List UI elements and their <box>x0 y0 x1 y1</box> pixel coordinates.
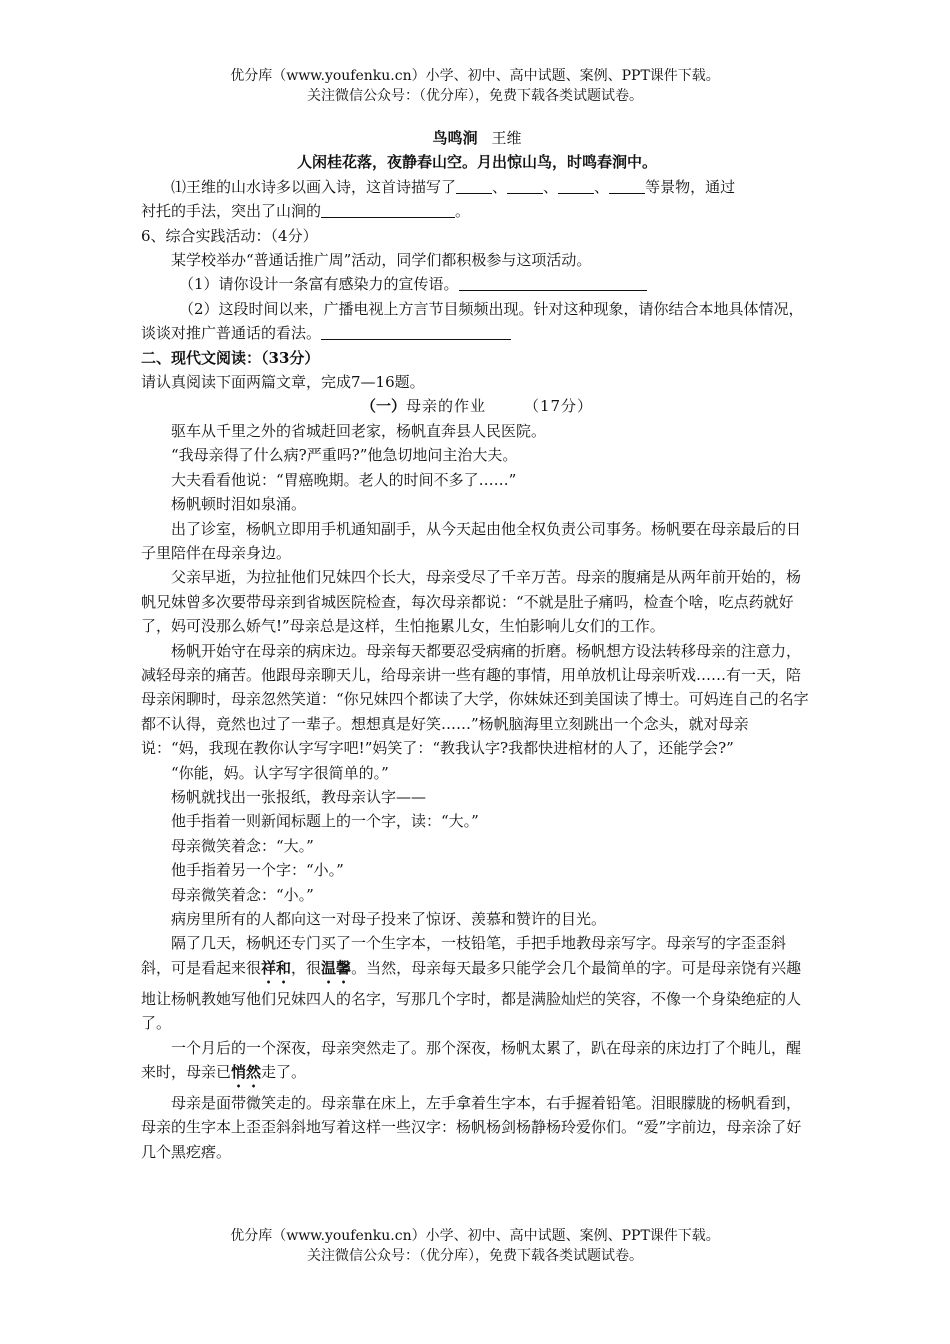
paragraph <box>141 931 813 1035</box>
q6-sub2 <box>141 297 813 346</box>
paragraph: 他手指着一则新闻标题上的一个字，读：“大。” <box>171 812 479 831</box>
emphasized-word: 悄然 <box>231 1063 262 1082</box>
footer-line-2: 关注微信公众号：（优分库），免费下载各类试题试卷。 <box>307 1248 643 1264</box>
q1-sep: 、 <box>543 177 559 196</box>
poem-title-line <box>141 126 813 150</box>
document-body <box>141 126 813 1164</box>
poem-author: 王维 <box>491 129 522 147</box>
paragraph: 母亲微笑着念：“大。” <box>171 836 314 855</box>
paragraph: “你能，妈。认字写字很简单的。” <box>171 763 389 782</box>
q1-text: 。 <box>455 202 471 221</box>
paragraph: 大夫看看他说：“胃癌晚期。老人的时间不多了……” <box>171 470 517 489</box>
passage-number: （一） <box>360 397 406 416</box>
q6-sub2-text: （2）这段时间以来，广播电视上方言节目频频出现。针对这种现象，请你结合本地具体情况，谈谈对推广普通话的看法。 <box>141 299 804 343</box>
section-instructions: 请认真阅读下面两篇文章，完成7—16题。 <box>141 373 425 392</box>
passage-score: （17分） <box>523 397 594 416</box>
answer-blank[interactable] <box>456 177 492 194</box>
paragraph-text: 。当然，母亲每天最多只能学会几个最简单的字。可是母亲饶有兴趣地让杨帆教她写他们兄妹四人的名字，写那几个字时，都是满脸灿烂的笑容，不像一个身染绝症的人了。 <box>141 958 802 1033</box>
q1-text: 衬托的手法，突出了山涧的 <box>141 202 322 221</box>
emphasized-word: 温馨 <box>321 958 352 977</box>
answer-blank[interactable] <box>507 177 543 194</box>
paragraph: 母亲是面带微笑走的。母亲靠在床上，左手拿着生字本，右手握着铅笔。泪眼朦胧的杨帆看到，母亲的生字本上歪歪斜斜地写着这样一些汉字：杨帆杨剑杨静杨玲爱你们。“爱”字前边，母亲涂了好几个黑疙瘩。 <box>141 1094 802 1161</box>
footer-line-1: 优分库（www.youfenku.cn）小学、初中、高中试题、案例、PPT课件下载。 <box>230 1228 720 1244</box>
section-heading: 二、现代文阅读：（33分） <box>141 348 320 367</box>
answer-blank[interactable] <box>459 274 647 291</box>
q1-sep: 、 <box>594 177 610 196</box>
q1-sep: 、 <box>492 177 508 196</box>
q6-intro: 某学校举办“普通话推广周”活动，同学们都积极参与这项活动。 <box>171 251 592 270</box>
q6-heading: 6、综合实践活动：（4分） <box>141 226 318 245</box>
paragraph: 杨帆开始守在母亲的病床边。母亲每天都要忍受病痛的折磨。杨帆想方设法转移母亲的注意力，减轻母亲的痛苦。他跟母亲聊天儿，给母亲讲一些有趣的事情，用单放机让母亲听戏……有一天，陪母亲闲聊时，母亲忽然笑道：“你兄妹四个都读了大学，你妹妹还到美国读了博士。可妈连自己的名字都不认得，竟然也过了一辈子。想想真是好笑……”杨帆脑海里立刻跳出一个念头，就对母亲说：“妈，我现在教你认字写字吧!”妈笑了：“教我认字?我都快进棺材的人了，还能学会?” <box>141 641 809 758</box>
paragraph: 母亲微笑着念：“小。” <box>171 885 314 904</box>
paragraph <box>141 1036 813 1091</box>
paragraph: 病房里所有的人都向这一对母子投来了惊讶、羡慕和赞许的目光。 <box>171 910 607 928</box>
emphasized-word: 祥和 <box>261 958 292 977</box>
paragraph: 出了诊室，杨帆立即用手机通知副手，从今天起由他全权负责公司事务。杨帆要在母亲最后的日子里陪伴在母亲身边。 <box>141 519 802 562</box>
answer-blank[interactable] <box>321 323 511 340</box>
poem-text: 人闲桂花落，夜静春山空。月出惊山鸟，时鸣春涧中。 <box>296 153 657 172</box>
page-header <box>0 66 950 106</box>
paragraph: “我母亲得了什么病?严重吗?”他急切地问主治大夫。 <box>171 446 518 465</box>
poem-title: 鸟鸣涧 <box>432 129 478 147</box>
q6-sub1-text: （1）请你设计一条富有感染力的宣传语。 <box>179 275 459 294</box>
answer-blank[interactable] <box>558 177 594 194</box>
paragraph-text: 隔了几天，杨帆还专门买了一个生字本，一枝铅笔，手把手地教母亲写字。母亲写的字歪歪斜斜，可是看起来很 <box>141 934 787 977</box>
paragraph: 父亲早逝，为拉扯他们兄妹四个长大，母亲受尽了千辛万苦。母亲的腹痛是从两年前开始的，杨帆兄妹曾多次要带母亲到省城医院检查，每次母亲都说：“不就是肚子痛吗，检查个啥，吃点药就好了，妈可没那么娇气!”母亲总是这样，生怕拖累儿女，生怕影响儿女们的工作。 <box>141 568 802 636</box>
page-footer <box>0 1226 950 1266</box>
question-1-cont <box>141 199 813 223</box>
q6-sub1 <box>141 272 813 296</box>
header-line-2: 关注微信公众号：（优分库），免费下载各类试题试卷。 <box>307 88 643 104</box>
answer-blank[interactable] <box>609 177 645 194</box>
paragraph: 他手指着另一个字：“小。” <box>171 861 344 880</box>
paragraph: 杨帆就找出一张报纸，教母亲认字—— <box>171 787 427 806</box>
paragraph-text: 一个月后的一个深夜，母亲突然走了。那个深夜，杨帆太累了，趴在母亲的床边打了个盹儿，醒来时，母亲已 <box>141 1038 802 1082</box>
paragraph: 驱车从千里之外的省城赶回老家，杨帆直奔县人民医院。 <box>171 421 547 440</box>
q1-text: ⑴王维的山水诗多以画入诗，这首诗描写了 <box>171 177 457 196</box>
answer-blank[interactable] <box>321 201 455 218</box>
paragraph-text: 走了。 <box>261 1063 307 1082</box>
question-1 <box>141 175 813 199</box>
passage-title-line <box>141 394 813 418</box>
passage-title: 母亲的作业 <box>405 397 486 416</box>
header-line-1: 优分库（www.youfenku.cn）小学、初中、高中试题、案例、PPT课件下载。 <box>230 68 720 84</box>
paragraph: 杨帆顿时泪如泉涌。 <box>171 495 307 514</box>
q1-text: 等景物，通过 <box>645 177 736 196</box>
paragraph-text: ，很 <box>291 958 322 977</box>
